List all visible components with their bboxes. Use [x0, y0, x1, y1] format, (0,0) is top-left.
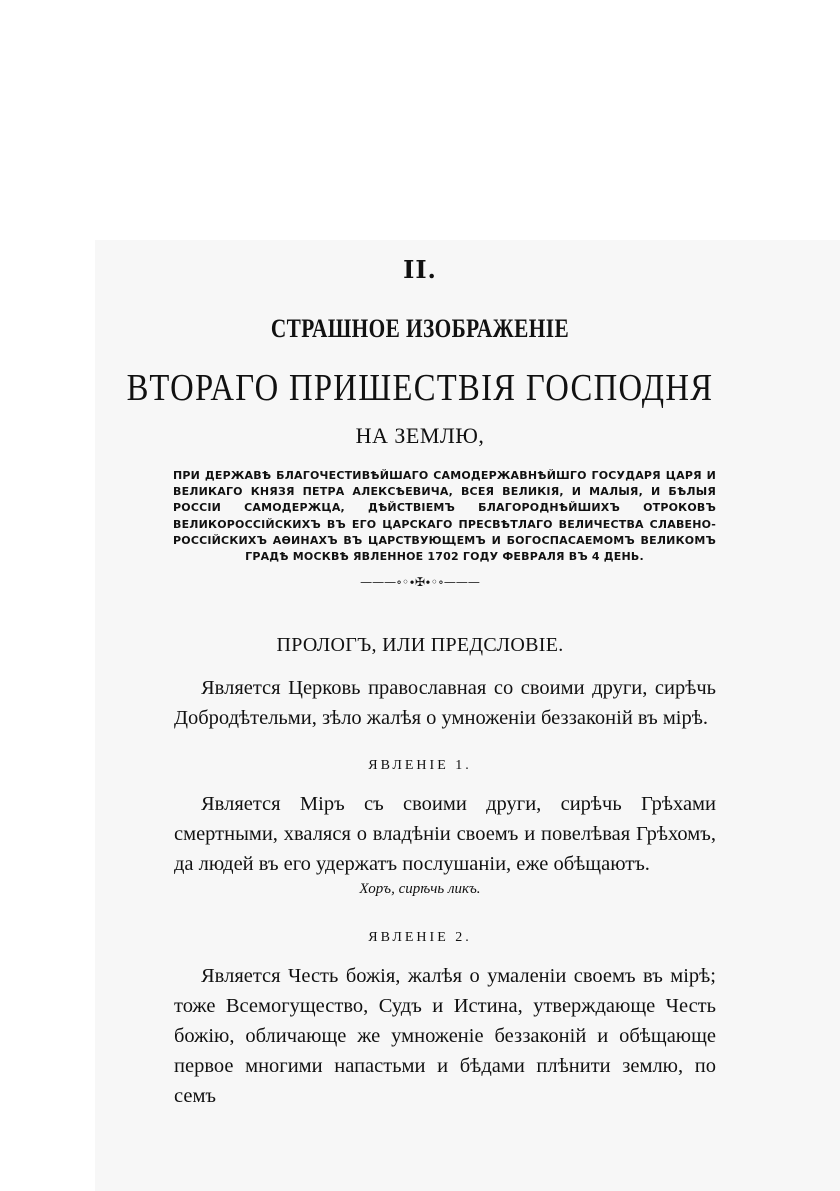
prologue-heading: ПРОЛОГЪ, ИЛИ ПРЕДСЛОВІЕ. [276, 634, 564, 656]
scene-1-heading: ЯВЛЕНІЕ 1. [368, 758, 472, 773]
title-line-2: ВТОРАГО ПРИШЕСТВІЯ ГОСПОДНЯ [126, 367, 714, 409]
ornament-divider: ———∘◦∙✠∙◦∘——— [360, 575, 480, 589]
prologue-paragraph: Является Церковь православная со своими други, сирѣчь Добродѣтельми, зѣло жалѣя о умноженіи беззаконій въ мірѣ. [174, 677, 716, 729]
chorus-note: Хоръ, сирѣчь ликъ. [359, 881, 481, 897]
scene-1-paragraph: Является Міръ съ своими други, сирѣчь Грѣхами смертными, хваляся о владѣніи своемъ и повелѣвая Грѣхомъ, да людей въ его удержатъ послушаніи, еже обѣщаютъ. [174, 793, 716, 875]
title-line-1: СТРАШНОЕ ИЗОБРАЖЕНІЕ [270, 314, 570, 343]
scene-2-paragraph: Является Честь божія, жалѣя о умаленіи своемъ въ мірѣ; тоже Всемогущество, Судъ и Истина, утверждающе Честь божію, обличающе же умноженіе беззаконій и обѣщающе первое многими напастьми и бѣдами плѣнити землю, по семъ [174, 965, 716, 1107]
scene-2-heading: ЯВЛЕНІЕ 2. [368, 930, 472, 945]
intro-paragraph: ПРИ ДЕРЖАВѢ БЛАГОЧЕСТИВѢЙШАГО САМОДЕРЖАВНѢЙШГО ГОСУДАРЯ ЦАРЯ И ВЕЛИКАГО КНЯЗЯ ПЕТРА АЛЕКСѢЕВИЧА, ВСЕЯ ВЕЛИКІЯ, И МАЛЫЯ, И БѢЛЫЯ РОССІИ САМОДЕРЖЦА, ДѢЙСТВІЕМЪ БЛАГОРОДНѢЙШИХЪ ОТРОКОВЪ ВЕЛИКОРОССІЙСКИХЪ ВЪ ЕГО ЦАРСКАГО ПРЕСВѢТЛАГО ВЕЛИЧЕСТВА СЛАВЕНО-РОССІЙСКИХЪ АѲИНАХЪ ВЪ ЦАРСТВУЮЩЕМЪ И БОГОСПАСАЕМОМЪ ВЕЛИКОМЪ ГРАДѢ МОСКВѢ ЯВЛЕННОЕ 1702 ГОДУ ФЕВРАЛЯ ВЪ 4 ДЕНЬ. [173, 469, 716, 564]
section-number: II. [403, 255, 437, 284]
title-line-3: НА ЗЕМЛЮ, [355, 423, 485, 448]
